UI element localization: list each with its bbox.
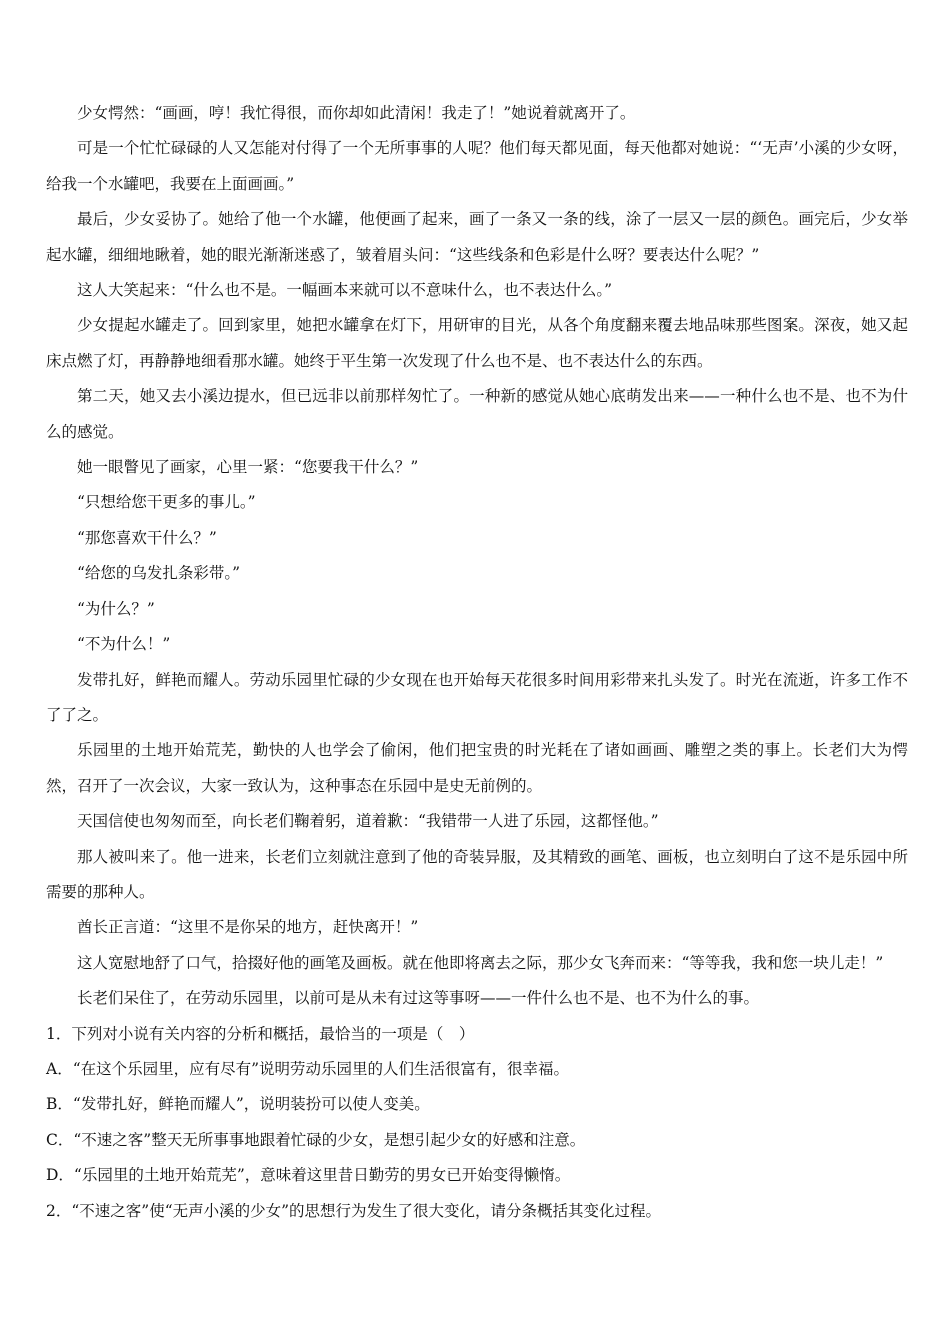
document-page xyxy=(46,96,908,1229)
passage-paragraph: 那人被叫来了。他一进来，长老们立刻就注意到了他的奇装异服，及其精致的画笔、画板，也立刻明白了这不是乐园中所需要的那种人。 xyxy=(46,847,908,901)
question-1-option-d: D．“乐园里的土地开始荒芜”，意味着这里昔日勤劳的男女已开始变得懒惰。 xyxy=(46,1166,571,1185)
question-1-option-c: C．“不速之客”整天无所事事地跟着忙碌的少女，是想引起少女的好感和注意。 xyxy=(46,1130,586,1149)
dialogue-line: “只想给您干更多的事儿。” xyxy=(77,493,256,512)
question-1-option-a: A．“在这个乐园里，应有尽有”说明劳动乐园里的人们生活很富有，很幸福。 xyxy=(46,1059,570,1078)
passage-paragraph: 最后，少女妥协了。她给了他一个水罐，他便画了起来，画了一条又一条的线，涂了一层又一层的颜色。画完后，少女举起水罐，细细地瞅着，她的眼光渐渐迷惑了，皱着眉头问：“这些线条和色彩是什么呀？要表达什么呢？” xyxy=(46,210,908,264)
dialogue-line: “给您的乌发扎条彩带。” xyxy=(77,564,241,583)
passage-paragraph: 乐园里的土地开始荒芜，勤快的人也学会了偷闲，他们把宝贵的时光耗在了诸如画画、雕塑之类的事上。长老们大为愕然，召开了一次会议，大家一致认为，这种事态在乐园中是史无前例的。 xyxy=(46,741,908,795)
passage-paragraph: 少女提起水罐走了。回到家里，她把水罐拿在灯下，用研审的目光，从各个角度翻来覆去地品味那些图案。深夜，她又起床点燃了灯，再静静地细看那水罐。她终于平生第一次发现了什么也不是、也不表达什么的东西。 xyxy=(46,316,908,370)
dialogue-line: “为什么？” xyxy=(77,599,155,618)
passage-paragraph: 天国信使也匆匆而至，向长老们鞠着躬，道着歉：“我错带一人进了乐园，这都怪他。” xyxy=(77,812,659,831)
dialogue-line: “不为什么！” xyxy=(77,635,171,654)
dialogue-line: “那您喜欢干什么？” xyxy=(77,528,217,547)
passage-paragraph: 少女愕然：“画画，哼！我忙得很，而你却如此清闲！我走了！”她说着就离开了。 xyxy=(77,104,636,122)
passage-paragraph: 这人宽慰地舒了口气，拾掇好他的画笔及画板。就在他即将离去之际，那少女飞奔而来：“等等我，我和您一块儿走！” xyxy=(77,953,884,972)
passage-paragraph: 第二天，她又去小溪边提水，但已远非以前那样匆忙了。一种新的感觉从她心底萌发出来——一种什么也不是、也不为什么的感觉。 xyxy=(46,387,908,441)
passage-paragraph: 这人大笑起来：“什么也不是。一幅画本来就可以不意味什么，也不表达什么。” xyxy=(77,281,613,300)
passage-paragraph: 可是一个忙忙碌碌的人又怎能对付得了一个无所事事的人呢？他们每天都见面，每天他都对她说：“‘无声’小溪的少女呀，给我一个水罐吧，我要在上面画画。” xyxy=(46,139,908,193)
passage-paragraph: 长老们呆住了，在劳动乐园里，以前可是从未有过这等事呀——一件什么也不是、也不为什么的事。 xyxy=(77,989,760,1008)
passage-paragraph: 她一眼瞥见了画家，心里一紧：“您要我干什么？” xyxy=(77,458,419,477)
passage-paragraph: 发带扎好，鲜艳而耀人。劳动乐园里忙碌的少女现在也开始每天花很多时间用彩带来扎头发了。时光在流逝，许多工作不了了之。 xyxy=(46,670,908,724)
question-1-stem: 1．下列对小说有关内容的分析和概括，最恰当的一项是（ ） xyxy=(46,1024,475,1043)
passage-paragraph: 酋长正言道：“这里不是你呆的地方，赶快离开！” xyxy=(77,918,419,937)
question-1-option-b: B．“发带扎好，鲜艳而耀人”，说明装扮可以使人变美。 xyxy=(46,1095,430,1114)
question-2-stem: 2．“不速之客”使“无声小溪的少女”的思想行为发生了很大变化，请分条概括其变化过程。 xyxy=(46,1201,662,1220)
